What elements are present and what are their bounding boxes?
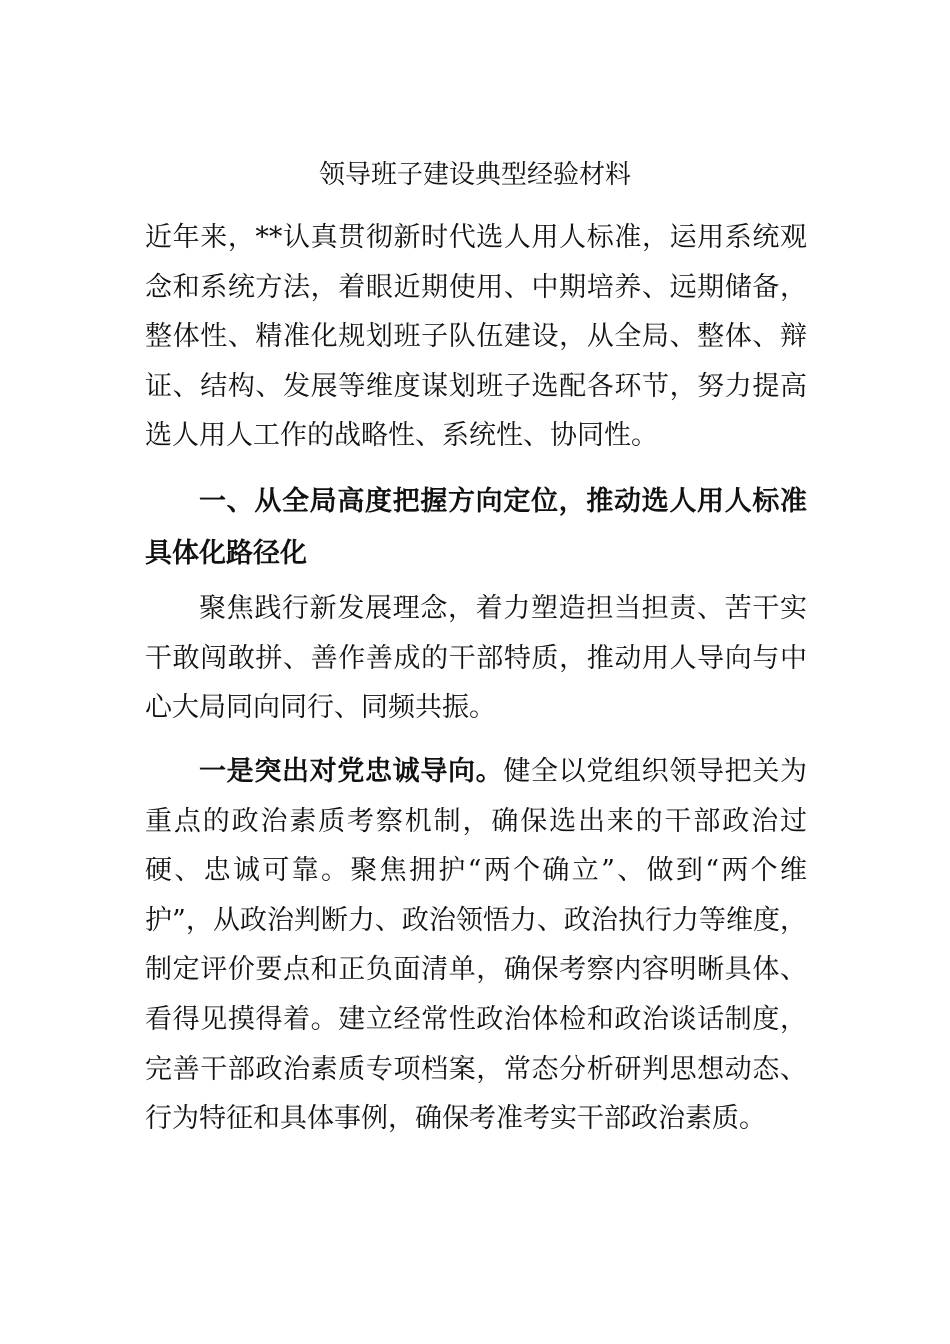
section-heading: 一、从全局高度把握方向定位，推动选人用人标准具体化路径化 bbox=[145, 486, 807, 569]
point-lead: 一是突出对党忠诚导向。 bbox=[199, 756, 504, 787]
point-body: 健全以党组织领导把关为重点的政治素质考察机制，确保选出来的干部政治过硬、忠诚可靠。聚焦拥护“两个确立”、做到“两个维护”，从政治判断力、政治领悟力、政治执行力等维度，制定评价要点和正负面清单，确保考察内容明晰具体、看得见摸得着。建立经常性政治体检和政治谈话制度，完善干部政治素质专项档案，常态分析研判思想动态、行为特征和具体事例，确保考准考实干部政治素质。 bbox=[145, 756, 808, 1135]
point-paragraph bbox=[145, 747, 807, 1144]
document-title: 领导班子建设典型经验材料 bbox=[318, 160, 631, 190]
section-body-paragraph: 聚焦践行新发展理念，着力塑造担当担责、苦干实干敢闯敢拼、善作善成的干部特质，推动用人导向与中心大局同向同行、同频共振。 bbox=[145, 593, 807, 724]
intro-paragraph: 近年来，**认真贯彻新时代选人用人标准，运用系统观念和系统方法，着眼近期使用、中期培养、远期储备，整体性、精准化规划班子队伍建设，从全局、整体、辩证、结构、发展等维度谋划班子选配各环节，努力提高选人用人工作的战略性、系统性、协同性。 bbox=[145, 222, 807, 452]
